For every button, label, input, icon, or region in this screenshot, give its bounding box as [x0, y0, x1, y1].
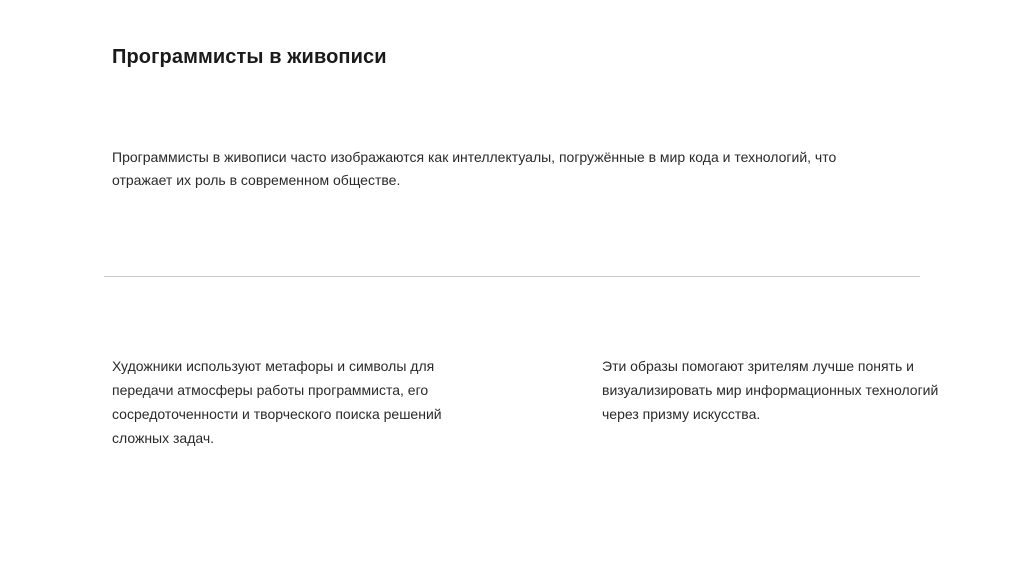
slide-title: Программисты в живописи — [112, 46, 387, 68]
left-column-paragraph: Художники используют метафоры и символы для передачи атмосферы работы программиста, его сосредоточенности и творческого поиска решений сложных задач. — [112, 358, 442, 446]
right-column-paragraph: Эти образы помогают зрителям лучше понять и визуализировать мир информационных технологий через призму искусства. — [602, 358, 939, 422]
divider — [104, 276, 920, 277]
intro-paragraph: Программисты в живописи часто изображаются как интеллектуалы, погружённые в мир кода и технологий, что отражает их роль в современном обществе. — [112, 149, 837, 188]
